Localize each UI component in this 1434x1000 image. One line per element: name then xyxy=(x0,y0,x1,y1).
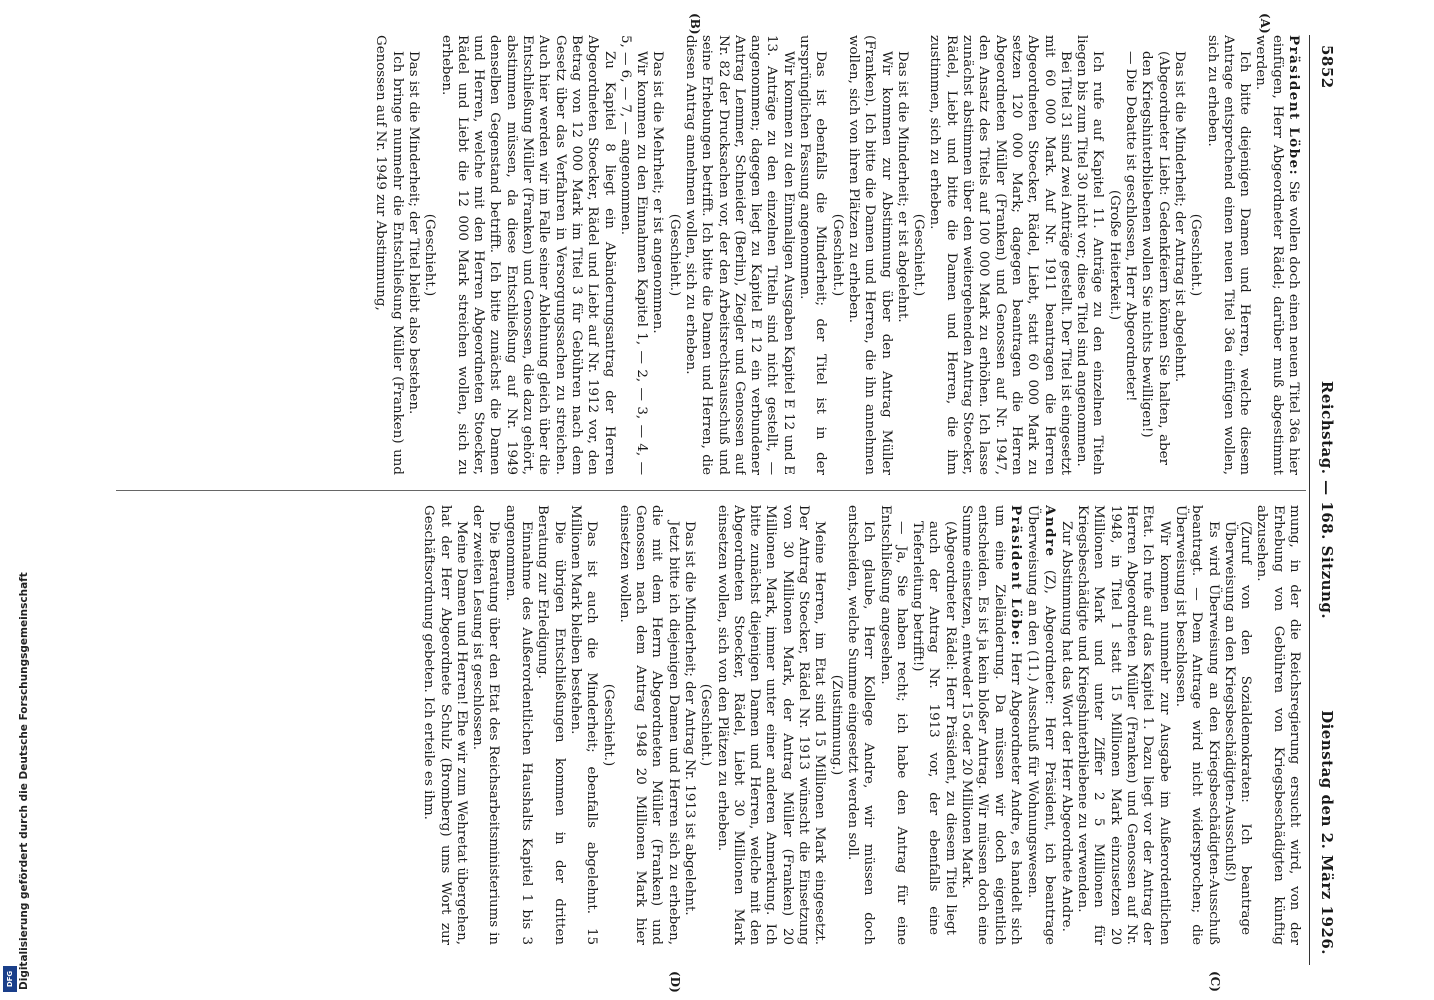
speaker-name: Andre xyxy=(1041,505,1058,558)
paragraph xyxy=(617,35,650,475)
margin-marker-b: (B) xyxy=(688,13,702,35)
paragraph-text: (Z), Abgeordneter: Herr Präsident, ich beantrage Überweisung an den (11.) Ausschuß für Wohnungswesen. xyxy=(1025,505,1057,945)
session-date: Dienstag den 2. März 1926. xyxy=(1318,710,1336,955)
margin-marker-a: (A) xyxy=(1258,13,1272,34)
paragraph xyxy=(1073,35,1106,475)
credit-text: Digitalisierung gefördert durch die Deutsche Forschungsgemeinschaft xyxy=(18,572,30,990)
stage-direction: (Geschieht.) xyxy=(911,213,927,297)
paragraph-text: — Ja, Sie haben recht; ich habe den Antrag für eine Entschließung angesehen. xyxy=(877,505,909,945)
paragraph xyxy=(469,505,502,945)
paragraph-text: Bei Titel 31 sind zwei Anträge gestellt. Der Titel ist eingesetzt mit 60 000 Mark. Auf Nr. 1911 beantragen die Herren Abgeordneten Stoecker, Rädel, Liebt, statt 60 000 Mark zu setzen 120 000 Mark; dagegen beantragen die Herren Abgeordneten Müller (Franken) und Genossen auf Nr. 1947, den Ansatz des Titels auf 100 000 Mark zu erhöhen. Ich lasse zunächst abstimmen über den weitergehenden Antrag Stoecker, Rädel, Liebt und bitte die Damen und Herren, die ihm zustimmen, sich zu erheben. xyxy=(927,35,1073,475)
paragraph-text: Das ist die Minderheit; er ist abgelehnt. xyxy=(894,51,910,323)
paragraph-text: Sie wollen doch einen neuen Titel 36a hier einfügen, Herr Abgeordneter Rädel; darüber muß abgestimmt werden. xyxy=(1253,35,1301,475)
paragraph-text: Ich glaube, Herr Kollege Andre, wir müssen doch entscheiden, welche Summe eingesetzt werden soll. xyxy=(844,505,877,945)
column-divider xyxy=(116,490,1306,491)
paragraph-text: Die übrigen Entschließungen kommen in der dritten Beratung zur Erledigung. xyxy=(535,505,567,945)
paragraph-text: Wir kommen zur Abstimmung über den Antrag Müller (Franken). Ich bitte die Damen und Herren, die ihn annehmen wollen, sich von ihren Plätzen zu erheben. xyxy=(845,35,894,475)
paragraph-text: Jetzt bitte ich diejenigen Damen und Herren sich zu erheben, die mit dem Herrn Abgeordneten Müller (Franken) und Genossen nach dem Antrag 1948 20 Millionen Mark hier einsetzen wollen. xyxy=(616,505,681,945)
paragraph xyxy=(845,35,894,475)
paragraph xyxy=(958,505,1024,945)
paragraph-text: Das ist ebenfalls die Minderheit; der Titel ist in der ursprünglichen Fassung angenommen. xyxy=(797,35,829,475)
stage-direction: (Geschieht.) xyxy=(829,213,845,297)
interjection: (Zuruf von den Sozialdemokraten: Ich beantrage Überweisung an den Kriegsbeschädigten-Ausschuß!) xyxy=(1221,521,1254,935)
stage-direction: (Geschieht.) xyxy=(600,683,616,767)
paragraph-text: Wir kommen zu den Einnahmen Kapitel 1, — 2, — 3, — 4, — 5, — 6, — 7, — angenommen. xyxy=(617,35,650,475)
paragraph xyxy=(681,505,697,945)
paragraph xyxy=(894,35,910,475)
paragraph xyxy=(926,35,1073,475)
paragraph xyxy=(796,35,829,475)
paragraph-text: Das ist die Minderheit; der Titel bleibt also bestehen. xyxy=(405,51,421,415)
paragraph xyxy=(420,505,469,945)
paragraph-text: Meine Herren, im Etat sind 15 Millionen Mark eingesetzt. Der Antrag Stoecker, Rädel Nr. 1913 wünscht die Einsetzung von 30 Millionen Mark, der Antrag Müller (Franken) 20 Millionen Mark, immer unter einer anderen Anmerkung. Ich bitte zunächst diejenigen Damen und Herren, welche mit den Abgeordneten Stoecker, Rädel, Liebt 30 Millionen Mark einsetzen wollen, sich von den Plätzen zu erheben. xyxy=(714,505,828,945)
paragraph-text: Das ist auch die Minderheit; ebenfalls abgelehnt. 15 Millionen Mark bleiben bestehen. xyxy=(567,505,600,945)
paragraph-text: Die Beratung über den Etat des Reichsarbeitsministeriums in der zweiten Lesung ist geschlossen. xyxy=(470,505,502,945)
paragraph-text: Das ist die Mehrheit; er ist angenommen. xyxy=(650,51,666,334)
paragraph-text: Wir kommen nunmehr zur Ausgabe im Außerordentlichen Etat. Ich rufe auf das Kapitel 1. Dazu liegt vor der Antrag der Herren Abgeordneten Müller (Franken) und Genossen auf Nr. 1948, in Titel 1 statt 15 Millionen Mark einzusetzen 20 Millionen Mark und unter Ziffer 2 5 Millionen für Kriegsbeschädigte und Kriegshinterbliebene zu verwenden. xyxy=(1075,505,1172,945)
paragraph xyxy=(1058,505,1074,945)
paragraph xyxy=(405,35,421,475)
paragraph-text: Meine Damen und Herren! Ehe wir zum Wehretat übergehen, hat der Herr Abgeordnete Schulz (Bromberg) ums Wort zur Geschäftsordnung gebeten. Ich erteile es ihm. xyxy=(421,505,469,945)
margin-marker-c: (C) xyxy=(1208,971,1222,992)
paragraph xyxy=(682,35,796,475)
paragraph xyxy=(1171,35,1187,475)
paragraph xyxy=(1252,35,1302,475)
paragraph xyxy=(876,505,909,945)
paragraph xyxy=(437,35,616,475)
stage-direction: (Geschieht.) xyxy=(698,683,714,767)
paragraph xyxy=(372,35,405,475)
header-rule xyxy=(1309,35,1310,965)
left-column xyxy=(122,35,1302,475)
paragraph: mung, in der die Reichsregierung ersucht wird, von der Erhebung von Gebühren von Kriegsbeschädigten künftig abzusehen. xyxy=(1254,505,1302,945)
paragraph xyxy=(1122,35,1138,475)
stage-direction: (Geschieht.) xyxy=(1188,213,1204,297)
paragraph xyxy=(713,505,827,945)
paragraph xyxy=(1203,35,1252,475)
speaker-name: Präsident Löbe: xyxy=(1286,35,1302,177)
interjection: (Abgeordneter Liebt: Gedenkfeiern können Sie halten, aber den Kriegshinterbliebenen wollen Sie nichts bewilligen!) xyxy=(1139,51,1171,465)
paragraph-text: — Die Debatte ist geschlossen, Herr Abgeordneter! xyxy=(1123,51,1139,402)
paragraph xyxy=(616,505,681,945)
paragraph-text: Das ist die Minderheit; der Antrag Nr. 1913 ist abgelehnt. xyxy=(682,521,698,916)
paragraph xyxy=(844,505,877,945)
margin-marker-d: (D) xyxy=(668,971,682,993)
paragraph-text: Zur Abstimmung hat das Wort der Herr Abgeordnete Andre. xyxy=(1058,521,1074,932)
digitization-credit xyxy=(2,572,30,995)
dfg-logo xyxy=(3,966,17,992)
paragraph xyxy=(1074,505,1172,945)
paragraph-text: Das ist die Minderheit; der Antrag ist abgelehnt. xyxy=(1171,51,1187,383)
right-column xyxy=(122,505,1302,945)
paragraph-text: Es wird Überweisung an den Kriegsbeschädigten-Ausschuß beantragt. — Dem Antrage wird nicht widersprochen; die Überweisung ist beschlossen. xyxy=(1172,505,1221,945)
paragraph-text: Einnahme des Außerordentlichen Haushalts Kapitel 1 bis 3 angenommen. xyxy=(502,505,535,945)
paragraph-text: Ich rufe auf Kapitel 11. Anträge zu den einzelnen Titeln liegen bis zum Titel 30 nicht vor; diese Titel sind angenommen. xyxy=(1074,35,1106,475)
stage-direction: (Große Heiterkeit.) xyxy=(1106,189,1122,321)
paragraph xyxy=(534,505,567,945)
paragraph-text: Ich bringe nunmehr die Entschließung Müller (Franken) und Genossen auf Nr. 1949 zur Abstimmung, xyxy=(373,35,405,475)
paragraph xyxy=(1024,505,1058,945)
dfg-logo-text: DFG xyxy=(6,970,14,988)
stage-direction: (Geschieht.) xyxy=(666,213,682,297)
document-page xyxy=(102,13,1342,993)
paragraph-text: Ich bitte diejenigen Damen und Herren, welche diesem Antrage entsprechend einen neuen Titel 36a einfügen wollen, sich zu erheben. xyxy=(1204,35,1253,475)
paragraph xyxy=(567,505,600,945)
session-title: Reichstag. — 168. Sitzung. xyxy=(1318,380,1336,620)
paragraph-text: Herr Abgeordneter Andre, es handelt sich um eine Zieländerung. Da müssen wir doch eigentlich entscheiden. Es ist ja kein bloßer Antrag. Wir müssen doch eine Summe einsetzen, entweder 15 oder 20 Millionen Mark. xyxy=(959,505,1023,945)
interjection: (Abgeordneter Rädel: Herr Präsident, zu diesem Titel liegt auch der Antrag Nr. 1913 vor, der ebenfalls eine Tieferleitung betrifft!) xyxy=(910,521,958,935)
paragraph-text: Wir kommen zu den Einmaligen Ausgaben Kapitel E 12 und E 13. Anträge zu den einzelnen Titeln sind nicht gestellt, — angenommen; dagegen liegt zu Kapitel E 12 ein verbundener Antrag Lemmer, Schneider (Berlin), Ziegler und Genossen auf Nr. 82 der Drucksachen vor, der den Arbeitsrechtsausschuß und seine Erhebungen betrifft. Ich bitte die Damen und Herren, die diesen Antrag annehmen wollen, sich zu erheben. xyxy=(683,35,796,475)
page-header xyxy=(1308,35,1342,965)
page-number: 5852 xyxy=(1318,45,1336,89)
speaker-name: Präsident Löbe: xyxy=(1007,505,1024,647)
stage-direction: (Geschieht.) xyxy=(422,213,438,297)
paragraph xyxy=(649,35,665,475)
stage-direction: (Zustimmung.) xyxy=(828,674,844,776)
paragraph-text: Zu Kapitel 8 liegt ein Abänderungsantrag der Herren Abgeordneten Stoecker, Rädel und Liebt auf Nr. 1912 vor, den Betrag von 12 000 Mark im Titel 3 für Gebühren nach dem Gesetz über das Verfahren in Versorgungssachen zu streichen. Auch hier werden wir im Falle seiner Ablehnung gleich über die Entschließung Müller (Franken) und Genossen, die dazu gehört, abstimmen müssen, da diese Entschließung auf Nr. 1949 denselben Gegenstand betrifft. Ich bitte zunächst die Damen und Herren, welche mit den Herren Abgeordneten Stoecker, Rädel und Liebt die 12 000 Mark streichen wollen, sich zu erheben. xyxy=(438,35,617,475)
paragraph xyxy=(1172,505,1221,945)
paragraph xyxy=(501,505,534,945)
